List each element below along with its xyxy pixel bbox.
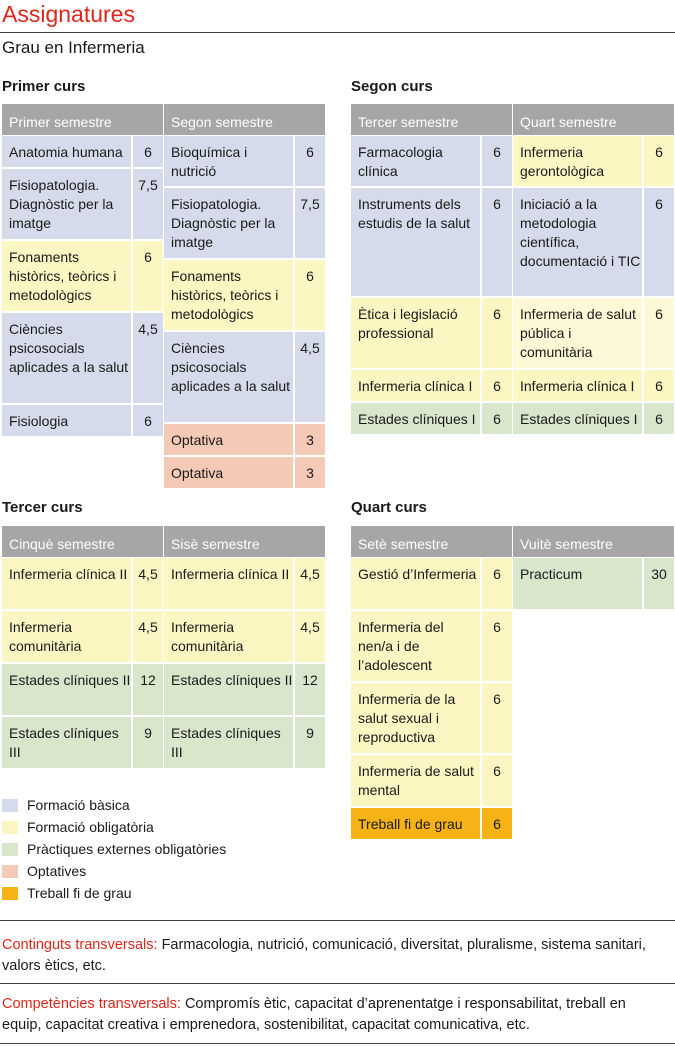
subject-row	[164, 188, 325, 260]
legend-swatch	[2, 799, 18, 812]
subject-row	[351, 136, 512, 188]
subject-row	[164, 332, 325, 424]
year-heading: Segon curs	[351, 78, 433, 95]
subject-name: Infermeria del nen/a i de l’adolescent	[351, 611, 482, 681]
subject-row	[2, 313, 163, 405]
subject-name: Iniciació a la metodologia científica, documentació i TIC	[513, 188, 644, 296]
subject-credits: 6	[655, 196, 663, 212]
legend-label: Pràctiques externes obligatòries	[27, 841, 227, 857]
subject-name: Infermeria clínica II	[2, 558, 133, 609]
subject-credits: 9	[306, 725, 314, 741]
semester-table	[164, 526, 325, 770]
subject-row	[351, 683, 512, 755]
legend-label: Formació obligatòria	[27, 819, 154, 835]
subject-name: Infermeria clínica I	[351, 370, 482, 401]
subject-name: Infermeria comunitària	[2, 611, 133, 662]
subject-credits: 4,5	[138, 566, 158, 582]
semester-header: Segon semestre	[164, 104, 325, 136]
subject-name: Infermeria de salut pública i comunitària	[513, 298, 644, 368]
subject-name: Infermeria comunitària	[164, 611, 295, 662]
subject-name: Infermeria de salut mental	[351, 755, 482, 806]
subject-name: Anatomia humana	[2, 136, 133, 167]
subject-row	[164, 664, 325, 717]
subject-name: Infermeria clínica I	[513, 370, 644, 401]
subject-row	[513, 558, 674, 611]
semester-header: Setè semestre	[351, 526, 512, 558]
subject-row	[513, 298, 674, 370]
legend-swatch	[2, 865, 18, 878]
subject-row	[2, 136, 163, 169]
legend-swatch	[2, 821, 18, 834]
subject-name: Fonaments històrics, teòrics i metodològics	[2, 241, 133, 311]
subject-row	[2, 717, 163, 770]
divider	[0, 32, 675, 33]
subject-row	[351, 298, 512, 370]
subject-row	[2, 405, 163, 438]
year-heading: Quart curs	[351, 499, 427, 516]
subject-credits: 4,5	[300, 566, 320, 582]
subject-credits: 4,5	[138, 619, 158, 635]
subject-name: Fonaments històrics, teòrics i metodològics	[164, 260, 295, 330]
semester-table	[351, 526, 512, 841]
subject-credits: 12	[140, 672, 156, 688]
subject-credits: 6	[493, 196, 501, 212]
subject-credits: 9	[144, 725, 152, 741]
subject-name: Fisiopatologia. Diagnòstic per la imatge	[164, 188, 295, 258]
subject-credits: 6	[493, 144, 501, 160]
semester-table	[2, 526, 163, 770]
subject-row	[351, 755, 512, 808]
subject-name: Infermeria de la salut sexual i reproductiva	[351, 683, 482, 753]
year-heading: Tercer curs	[2, 499, 83, 516]
subject-row	[164, 136, 325, 188]
subject-name: Estades clíniques II	[164, 664, 295, 715]
subject-credits: 30	[651, 566, 667, 582]
subject-name: Fisiopatologia. Diagnòstic per la imatge	[2, 169, 133, 239]
semester-table	[2, 104, 163, 438]
subject-name: Ètica i legislació professional	[351, 298, 482, 368]
subject-name: Optativa	[164, 457, 295, 488]
subject-credits: 3	[306, 465, 314, 481]
subject-credits: 4,5	[138, 321, 158, 337]
subject-credits: 6	[493, 816, 501, 832]
divider	[0, 920, 675, 921]
subject-name: Estades clíniques III	[164, 717, 295, 768]
subject-name: Infermeria gerontològica	[513, 136, 644, 186]
subject-credits: 6	[493, 378, 501, 394]
subject-credits: 6	[655, 411, 663, 427]
subject-credits: 6	[493, 411, 501, 427]
subject-credits: 6	[306, 268, 314, 284]
subject-credits: 6	[144, 413, 152, 429]
subject-row	[513, 370, 674, 403]
subject-row	[2, 169, 163, 241]
subject-name: Farmacologia clínica	[351, 136, 482, 186]
semester-header: Vuitè semestre	[513, 526, 674, 558]
subject-credits: 6	[493, 763, 501, 779]
subject-row	[351, 808, 512, 841]
subject-credits: 12	[302, 672, 318, 688]
subject-credits: 6	[655, 306, 663, 322]
subject-row	[2, 611, 163, 664]
subject-credits: 6	[306, 144, 314, 160]
subject-credits: 6	[655, 378, 663, 394]
note-label: Competències transversals:	[2, 996, 181, 1012]
legend-label: Formació bàsica	[27, 797, 130, 813]
subject-credits: 7,5	[300, 196, 320, 212]
legend-label: Optatives	[27, 863, 87, 879]
subject-name: Estades clíniques II	[2, 664, 133, 715]
page-subtitle: Grau en Infermeria	[2, 38, 145, 57]
subject-credits: 6	[493, 619, 501, 635]
subject-row	[351, 188, 512, 298]
subject-row	[513, 403, 674, 436]
semester-table	[351, 104, 512, 436]
subject-row	[2, 241, 163, 313]
semester-header: Primer semestre	[2, 104, 163, 136]
subject-name: Practicum	[513, 558, 644, 609]
year-heading: Primer curs	[2, 78, 86, 95]
subject-row	[2, 664, 163, 717]
subject-name: Estades clíniques I	[351, 403, 482, 434]
legend-item	[2, 838, 226, 860]
transversal-contents	[2, 935, 662, 977]
subject-name: Treball fi de grau	[351, 808, 482, 839]
legend-swatch	[2, 843, 18, 856]
subject-credits: 6	[144, 249, 152, 265]
divider	[0, 983, 675, 984]
subject-credits: 6	[493, 306, 501, 322]
subject-name: Ciències psicosocials aplicades a la salut	[2, 313, 133, 403]
subject-credits: 4,5	[300, 619, 320, 635]
subject-row	[351, 611, 512, 683]
semester-table	[513, 104, 674, 436]
subject-row	[351, 558, 512, 611]
subject-name: Bioquímica i nutrició	[164, 136, 295, 186]
legend	[2, 794, 226, 904]
transversal-competences	[2, 994, 662, 1036]
legend-item	[2, 816, 226, 838]
subject-row	[513, 136, 674, 188]
subject-row	[164, 260, 325, 332]
semester-table	[513, 526, 674, 611]
subject-credits: 6	[493, 566, 501, 582]
divider	[0, 1043, 675, 1044]
subject-row	[164, 558, 325, 611]
subject-credits: 3	[306, 432, 314, 448]
subject-name: Fisiologia	[2, 405, 133, 436]
subject-credits: 4,5	[300, 340, 320, 356]
subject-row	[164, 457, 325, 490]
legend-swatch	[2, 887, 18, 900]
subject-row	[164, 611, 325, 664]
subject-credits: 7,5	[138, 177, 158, 193]
legend-item	[2, 882, 226, 904]
subject-name: Ciències psicosocials aplicades a la salut	[164, 332, 295, 422]
legend-item	[2, 860, 226, 882]
subject-row	[2, 558, 163, 611]
page-title: Assignatures	[2, 1, 135, 27]
subject-credits: 6	[655, 144, 663, 160]
semester-header: Quart semestre	[513, 104, 674, 136]
note-text: Compromís ètic, capacitat d’aprenentatge i responsabilitat, treball en equip, capacitat creativa i emprenedora, sostenibilitat, capacitat comunicativa, etc.	[2, 996, 626, 1033]
subject-row	[351, 370, 512, 403]
subject-name: Infermeria clínica II	[164, 558, 295, 609]
subject-credits: 6	[144, 144, 152, 160]
note-label: Continguts transversals:	[2, 937, 158, 953]
subject-name: Estades clíniques III	[2, 717, 133, 768]
semester-header: Sisè semestre	[164, 526, 325, 558]
subject-name: Gestió d’Infermeria	[351, 558, 482, 609]
semester-header: Tercer semestre	[351, 104, 512, 136]
legend-label: Treball fi de grau	[27, 885, 132, 901]
subject-credits: 6	[493, 691, 501, 707]
subject-row	[513, 188, 674, 298]
subject-name: Instruments dels estudis de la salut	[351, 188, 482, 296]
subject-row	[351, 403, 512, 436]
semester-header: Cinquè semestre	[2, 526, 163, 558]
subject-row	[164, 717, 325, 770]
note-text: Farmacologia, nutrició, comunicació, diversitat, pluralisme, sistema sanitari, valors ètics, etc.	[2, 937, 646, 974]
subject-name: Optativa	[164, 424, 295, 455]
semester-table	[164, 104, 325, 490]
subject-row	[164, 424, 325, 457]
subject-name: Estades clíniques I	[513, 403, 644, 434]
legend-item	[2, 794, 226, 816]
